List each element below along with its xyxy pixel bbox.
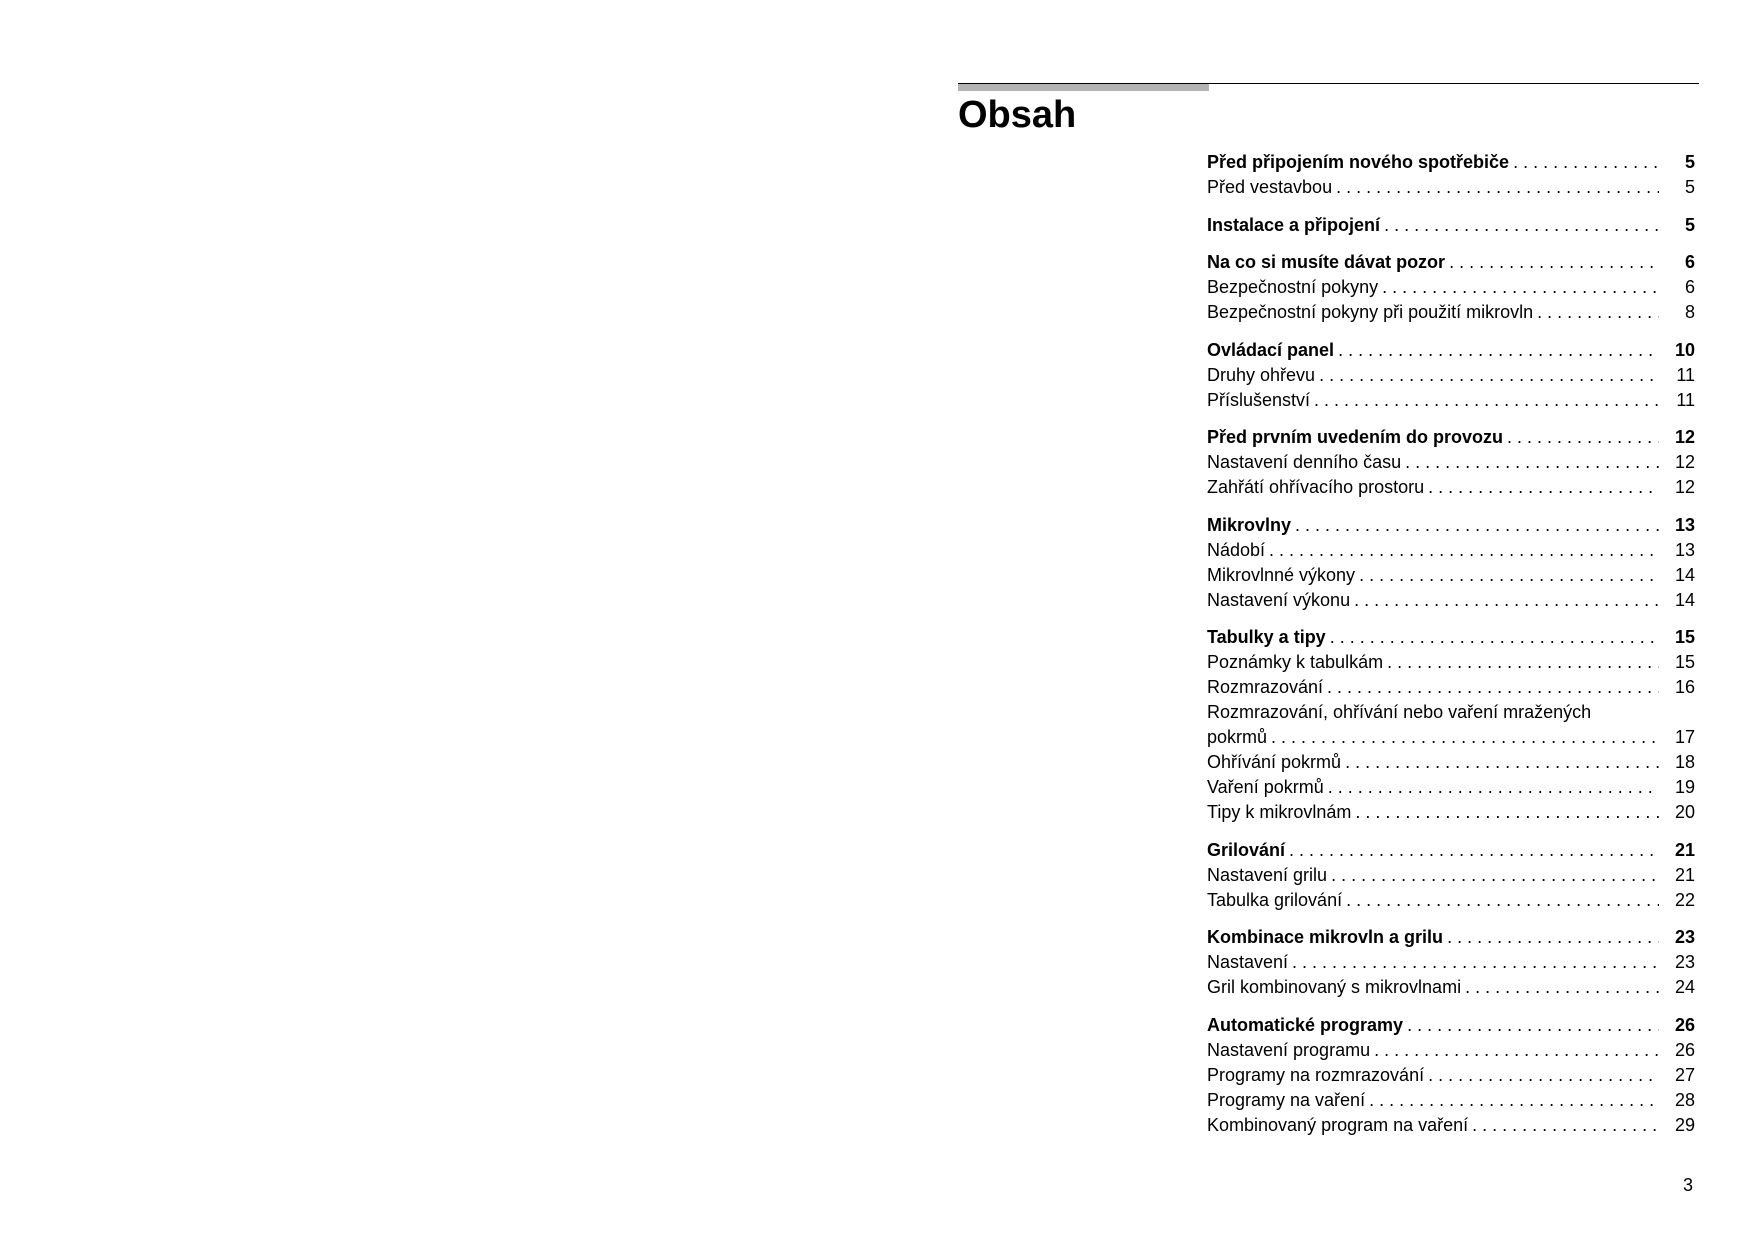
toc-entry[interactable] [1207, 175, 1695, 200]
dot-leader [1355, 800, 1659, 825]
toc-entry-page: 21 [1674, 864, 1695, 885]
toc-entry[interactable] [1207, 563, 1695, 588]
toc-entry-title: Tabulka grilování [1207, 889, 1343, 910]
toc-entry[interactable] [1207, 275, 1695, 300]
toc-chapter[interactable] [1207, 250, 1695, 275]
toc-section [1207, 925, 1695, 1000]
toc-entry-title: Tipy k mikrovlnám [1207, 802, 1352, 822]
toc-entry-page: 23 [1674, 952, 1695, 972]
toc-entry-title: pokrmů [1207, 727, 1268, 747]
toc-section [1207, 250, 1695, 325]
toc-entry-title: Druhy ohřevu [1207, 364, 1316, 385]
toc-entry-title: Mikrovlnné výkony [1207, 564, 1356, 585]
toc-entry-page: 13 [1674, 539, 1695, 560]
dot-leader [1405, 450, 1659, 475]
dot-leader [1345, 750, 1659, 775]
toc-chapter[interactable] [1207, 838, 1695, 863]
toc-entry[interactable] [1207, 300, 1695, 325]
toc-chapter[interactable] [1207, 925, 1695, 950]
toc-entry-title: Gril kombinovaný s mikrovlnami [1207, 977, 1462, 997]
toc-entry-title: Nastavení grilu [1207, 864, 1328, 885]
dot-leader [1330, 625, 1659, 650]
dot-leader [1354, 588, 1659, 613]
toc-chapter-page: 5 [1684, 214, 1695, 235]
toc-entry[interactable] [1207, 800, 1695, 825]
toc-section [1207, 338, 1695, 413]
toc-entry-page: 5 [1684, 177, 1695, 197]
toc-entry[interactable] [1207, 675, 1695, 700]
toc-entry-page: 14 [1674, 589, 1695, 610]
toc-chapter-page: 15 [1674, 627, 1695, 647]
toc-entry-page: 16 [1674, 677, 1695, 697]
toc-section [1207, 425, 1695, 500]
toc-entry-page: 11 [1676, 364, 1695, 385]
toc-entry-title: Bezpečnostní pokyny při použití mikrovln [1207, 302, 1534, 322]
toc-section [1207, 150, 1695, 200]
toc-entry[interactable] [1207, 588, 1695, 613]
dot-leader [1289, 838, 1659, 863]
dot-leader [1328, 775, 1659, 800]
table-of-contents [1207, 150, 1695, 1150]
toc-entry-page: 24 [1674, 977, 1695, 997]
toc-chapter-page: 13 [1674, 514, 1695, 535]
toc-section [1207, 838, 1695, 913]
toc-entry-title: Nastavení programu [1207, 1039, 1371, 1060]
toc-entry-page: 27 [1674, 1064, 1695, 1085]
toc-chapter[interactable] [1207, 150, 1695, 175]
dot-leader [1327, 675, 1659, 700]
toc-chapter[interactable] [1207, 338, 1695, 363]
toc-entry[interactable] [1207, 950, 1695, 975]
toc-entry-page: 20 [1674, 802, 1695, 822]
toc-chapter-page: 21 [1674, 839, 1695, 860]
toc-entry[interactable] [1207, 650, 1695, 675]
toc-entry[interactable] [1207, 1088, 1695, 1113]
dot-leader [1319, 363, 1659, 388]
header-rule-accent [958, 84, 1209, 91]
toc-entry[interactable] [1207, 450, 1695, 475]
dot-leader [1314, 388, 1659, 413]
toc-section [1207, 513, 1695, 613]
toc-chapter[interactable] [1207, 213, 1695, 238]
toc-chapter[interactable] [1207, 513, 1695, 538]
toc-entry-page: 12 [1674, 452, 1695, 472]
toc-entry-page: 11 [1676, 389, 1695, 410]
toc-chapter-title: Tabulky a tipy [1207, 627, 1326, 647]
toc-entry[interactable] [1207, 863, 1695, 888]
toc-entry-page: 29 [1674, 1114, 1695, 1135]
dot-leader [1382, 275, 1659, 300]
toc-entry-title: Příslušenství [1207, 389, 1311, 410]
toc-entry[interactable] [1207, 475, 1695, 500]
dot-leader [1338, 338, 1659, 363]
dot-leader [1472, 1113, 1659, 1138]
toc-entry[interactable] [1207, 1063, 1695, 1088]
dot-leader [1513, 150, 1659, 175]
toc-entry-title: Nastavení [1207, 952, 1289, 972]
toc-chapter[interactable] [1207, 625, 1695, 650]
toc-chapter-title: Kombinace mikrovln a grilu [1207, 927, 1444, 947]
page-title: Obsah [958, 94, 1077, 136]
toc-chapter-title: Před prvním uvedením do provozu [1207, 427, 1504, 447]
toc-entry-page: 14 [1674, 564, 1695, 585]
toc-entry-page: 28 [1674, 1089, 1695, 1110]
dot-leader [1271, 725, 1659, 750]
dot-leader [1346, 888, 1659, 913]
dot-leader [1537, 300, 1659, 325]
dot-leader [1428, 1063, 1659, 1088]
toc-entry[interactable] [1207, 363, 1695, 388]
toc-entry[interactable] [1207, 1113, 1695, 1138]
dot-leader [1359, 563, 1659, 588]
toc-chapter-title: Na co si musíte dávat pozor [1207, 252, 1446, 272]
toc-chapter-title: Před připojením nového spotřebiče [1207, 152, 1510, 172]
dot-leader [1295, 513, 1659, 538]
toc-entry[interactable] [1207, 388, 1695, 413]
toc-chapter-title: Mikrovlny [1207, 514, 1292, 535]
toc-entry[interactable] [1207, 750, 1695, 775]
toc-entry-title: Před vestavbou [1207, 177, 1333, 197]
dot-leader [1465, 975, 1659, 1000]
toc-entry[interactable] [1207, 888, 1695, 913]
toc-entry[interactable] [1207, 975, 1695, 1000]
dot-leader [1331, 863, 1659, 888]
toc-entry-page: 8 [1684, 302, 1695, 322]
toc-chapter-page: 5 [1684, 152, 1695, 172]
toc-entry-title: Ohřívání pokrmů [1207, 752, 1342, 772]
toc-section [1207, 625, 1695, 825]
toc-entry[interactable] [1207, 538, 1695, 563]
toc-chapter-page: 6 [1684, 252, 1695, 272]
toc-entry-title: Zahřátí ohřívacího prostoru [1207, 477, 1425, 497]
toc-entry[interactable] [1207, 725, 1695, 750]
toc-entry-page: 22 [1674, 889, 1695, 910]
dot-leader [1449, 250, 1659, 275]
toc-entry-title: Nastavení denního času [1207, 452, 1402, 472]
toc-chapter-page: 23 [1674, 927, 1695, 947]
toc-chapter-page: 12 [1674, 427, 1695, 447]
toc-entry-title: Vaření pokrmů [1207, 777, 1324, 797]
dot-leader [1447, 925, 1659, 950]
toc-entry-title: Programy na vaření [1207, 1089, 1366, 1110]
toc-entry-line1[interactable]: Rozmrazování, ohřívání nebo vaření mražených [1207, 702, 1592, 722]
toc-chapter[interactable] [1207, 1013, 1695, 1038]
toc-section [1207, 1013, 1695, 1138]
toc-chapter-title: Ovládací panel [1207, 339, 1335, 360]
dot-leader [1292, 950, 1659, 975]
dot-leader [1369, 1088, 1659, 1113]
toc-entry-title: Nádobí [1207, 539, 1266, 560]
toc-section [1207, 213, 1695, 238]
dot-leader [1384, 213, 1659, 238]
dot-leader [1507, 425, 1659, 450]
toc-entry-page: 18 [1674, 752, 1695, 772]
page-number: 3 [1683, 1175, 1694, 1195]
toc-entry-title: Programy na rozmrazování [1207, 1064, 1425, 1085]
toc-chapter[interactable] [1207, 425, 1695, 450]
toc-entry-page: 6 [1684, 277, 1695, 297]
dot-leader [1269, 538, 1659, 563]
dot-leader [1374, 1038, 1659, 1063]
toc-entry-page: 17 [1674, 727, 1695, 747]
toc-entry-title: Poznámky k tabulkám [1207, 652, 1384, 672]
toc-chapter-title: Automatické programy [1207, 1014, 1404, 1035]
toc-entry-page: 12 [1674, 477, 1695, 497]
dot-leader [1387, 650, 1659, 675]
toc-entry-page: 19 [1674, 777, 1695, 797]
toc-entry-title: Nastavení výkonu [1207, 589, 1351, 610]
toc-entry-title: Rozmrazování [1207, 677, 1324, 697]
toc-chapter-title: Instalace a připojení [1207, 214, 1381, 235]
toc-entry-page: 15 [1674, 652, 1695, 672]
toc-entry[interactable] [1207, 775, 1695, 800]
toc-entry-title: Bezpečnostní pokyny [1207, 277, 1379, 297]
toc-chapter-title: Grilování [1207, 839, 1286, 860]
dot-leader [1336, 175, 1659, 200]
toc-chapter-page: 10 [1674, 339, 1695, 360]
dot-leader [1428, 475, 1659, 500]
toc-entry[interactable] [1207, 1038, 1695, 1063]
toc-chapter-page: 26 [1674, 1014, 1695, 1035]
toc-entry-title: Kombinovaný program na vaření [1207, 1114, 1469, 1135]
toc-entry-page: 26 [1674, 1039, 1695, 1060]
dot-leader [1407, 1013, 1659, 1038]
